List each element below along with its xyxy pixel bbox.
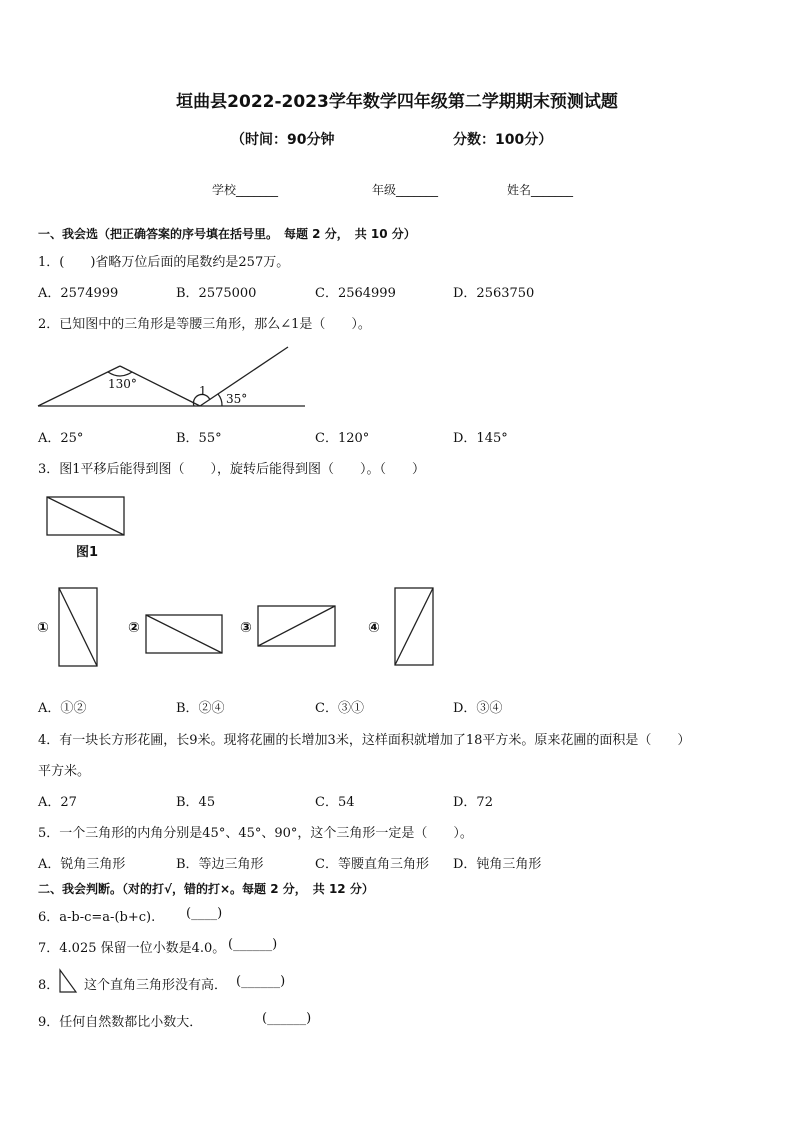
q4-option-a[interactable]: A．27 — [38, 795, 77, 810]
figure-1-label: 图1 — [76, 545, 99, 560]
q8-answer-blank[interactable]: (______) — [236, 974, 286, 989]
q6-answer-blank[interactable]: (____) — [186, 906, 223, 921]
q1-option-d[interactable]: D．2563750 — [453, 286, 535, 301]
q4-option-b[interactable]: B．45 — [176, 795, 216, 810]
q5-option-c[interactable]: C．等腰直角三角形 — [315, 857, 429, 872]
q1-option-c[interactable]: C．2564999 — [315, 286, 396, 301]
question-8: 这个直角三角形没有高． — [84, 978, 228, 993]
shape-3-label: ③ — [240, 620, 252, 636]
right-triangle-icon — [58, 968, 78, 994]
q3-option-b[interactable]: B．②④ — [176, 701, 225, 716]
q5-option-d[interactable]: D．钝角三角形 — [453, 857, 542, 872]
q1-option-a[interactable]: A．2574999 — [38, 286, 119, 301]
q5-option-a[interactable]: A．锐角三角形 — [38, 857, 126, 872]
question-8-number: 8． — [38, 978, 60, 993]
question-6: 6．a-b-c=a-(b+c). — [38, 910, 156, 925]
q2-option-a[interactable]: A．25° — [38, 431, 84, 446]
q3-option-c[interactable]: C．③① — [315, 701, 364, 716]
question-5: 5．一个三角形的内角分别是45°、45°、90°，这个三角形一定是（ ）。 — [38, 826, 473, 841]
grade-field[interactable]: 年级_______ — [372, 183, 439, 197]
question-4: 4．有一块长方形花圃，长9米。现将花圃的长增加3米，这样面积就增加了18平方米。原来花圃的面积是（ ） — [38, 733, 691, 748]
section-2-heading: 二、我会判断。（对的打√，错的打×。每题 2 分， 共 12 分） — [38, 882, 374, 896]
shape-4-label: ④ — [368, 620, 380, 636]
exam-score: 分数：100分） — [453, 132, 553, 148]
question-4-continued: 平方米。 — [38, 764, 91, 779]
q3-option-d[interactable]: D．③④ — [453, 701, 503, 716]
question-7: 7．4.025 保留一位小数是4.0。 — [38, 941, 226, 956]
q3-option-a[interactable]: A．①② — [38, 701, 87, 716]
shape-1-label: ① — [37, 620, 49, 636]
question-9: 9．任何自然数都比小数大． — [38, 1015, 203, 1030]
q2-option-b[interactable]: B．55° — [176, 431, 222, 446]
angle-1-label: 1 — [199, 384, 207, 398]
angle-35-label: 35° — [226, 392, 248, 406]
q2-option-c[interactable]: C．120° — [315, 431, 370, 446]
q4-option-d[interactable]: D．72 — [453, 795, 493, 810]
question-1: 1．( )省略万位后面的尾数约是257万。 — [38, 255, 290, 270]
page-title: 垣曲县2022-2023学年数学四年级第二学期期末预测试题 — [176, 92, 618, 112]
q2-option-d[interactable]: D．145° — [453, 431, 508, 446]
question-2: 2．已知图中的三角形是等腰三角形，那么∠1是（ ）。 — [38, 317, 371, 332]
angle-130-label: 130° — [108, 377, 137, 391]
q1-option-b[interactable]: B．2575000 — [176, 286, 257, 301]
name-field[interactable]: 姓名_______ — [507, 183, 574, 197]
q9-answer-blank[interactable]: (______) — [262, 1011, 312, 1026]
shape-2-label: ② — [128, 620, 140, 636]
q7-answer-blank[interactable]: (______) — [228, 937, 278, 952]
question-3: 3．图1平移后能得到图（ ），旋转后能得到图（ ）。（ ） — [38, 462, 426, 477]
section-1-heading: 一、我会选（把正确答案的序号填在括号里。 每题 2 分， 共 10 分） — [38, 227, 416, 241]
school-field[interactable]: 学校_______ — [212, 183, 279, 197]
q4-option-c[interactable]: C．54 — [315, 795, 355, 810]
q5-option-b[interactable]: B．等边三角形 — [176, 857, 264, 872]
exam-time: （时间：90分钟 — [231, 132, 335, 148]
